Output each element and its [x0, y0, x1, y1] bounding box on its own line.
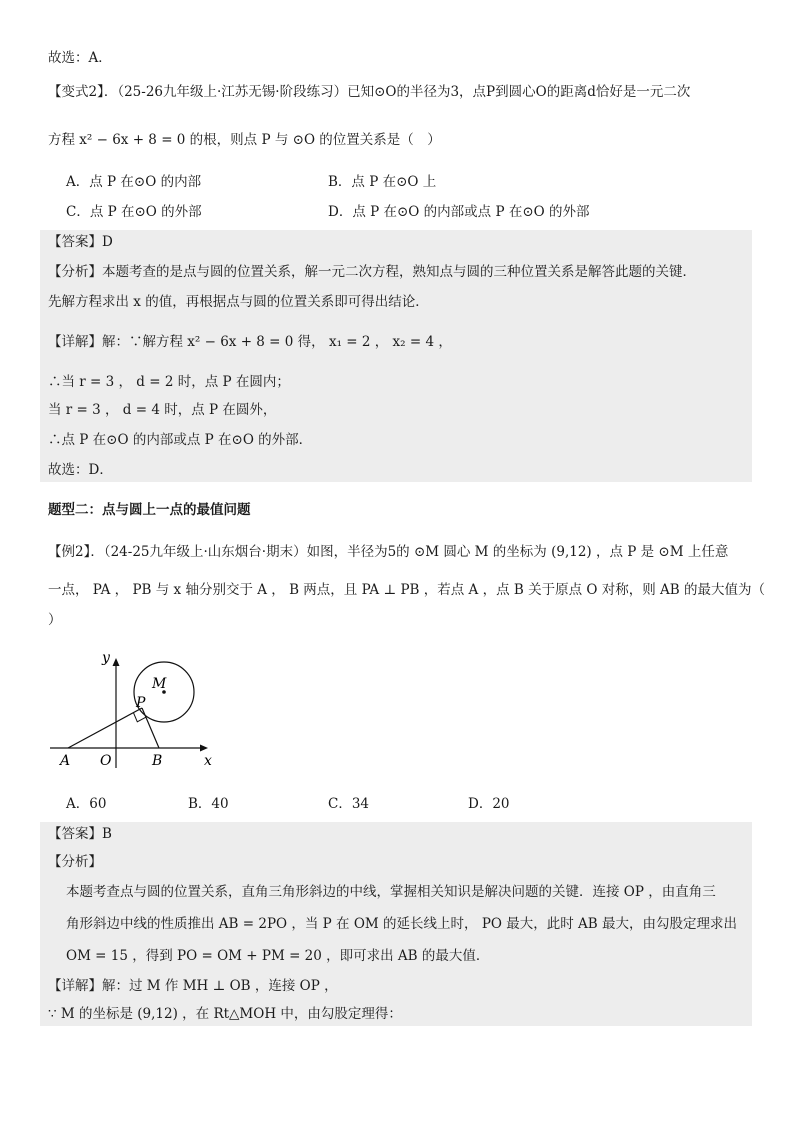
analysis-1: 【分析】本题考查的是点与圆的位置关系，解一元二次方程，熟知点与圆的三种位置关系是解答此题的关键．: [48, 264, 696, 280]
example-option-c: C．34: [328, 796, 370, 812]
prev-answer: 故选：A．: [48, 50, 112, 66]
answer-1: 【答案】D: [48, 234, 113, 250]
detail-1-c: 当 r = 3 ， d = 4 时，点 P 在圆外，: [48, 402, 277, 418]
analysis-2-label: 【分析】: [48, 854, 102, 870]
variant-2-question: 【变式2】．（25-26九年级上·江苏无锡·阶段练习）已知⊙O的半径为3，点P到圆心O的距离d恰好是一元二次: [48, 84, 691, 100]
analysis-2: 本题考查点与圆的位置关系，直角三角形斜边的中线，掌握相关知识是解决问题的关键．连接 OP ，由直角三: [66, 884, 716, 900]
example-option-a: A．60: [66, 796, 107, 812]
segment-pb: [142, 708, 159, 748]
label-p: P: [136, 695, 146, 711]
example-option-d: D．20: [468, 796, 510, 812]
option-d: D．点 P 在⊙O 的内部或点 P 在⊙O 的外部: [328, 204, 590, 220]
variant-2-question-cont: 方程 x² − 6x + 8 = 0 的根，则点 P 与 ⊙O 的位置关系是（ ）: [48, 132, 441, 148]
detail-2: 【详解】解：过 M 作 MH ⊥ OB ，连接 OP ，: [48, 978, 338, 994]
option-a: A．点 P 在⊙O 的内部: [66, 174, 202, 190]
example-2-question-cont: 一点， PA ， PB 与 x 轴分别交于 A ， B 两点，且 PA ⊥ PB ，若点 A ，点 B 关于原点 O 对称，则 AB 的最大值为（: [48, 582, 765, 598]
label-b: B: [152, 753, 163, 769]
label-a: A: [60, 753, 71, 769]
y-axis-arrow: [113, 658, 120, 666]
detail-1-b: ∴当 r = 3 ， d = 2 时，点 P 在圆内；: [48, 374, 290, 390]
label-o: O: [100, 753, 112, 769]
detail-1-e: 故选：D．: [48, 462, 113, 478]
label-m: M: [152, 676, 167, 692]
example-2-question-end: ）: [48, 612, 62, 628]
detail-2-b: ∵ M 的坐标是 (9,12) ，在 Rt△MOH 中，由勾股定理得：: [48, 1006, 402, 1022]
detail-1-d: ∴点 P 在⊙O 的内部或点 P 在⊙O 的外部．: [48, 432, 313, 448]
analysis-1-cont: 先解方程求出 x 的值，再根据点与圆的位置关系即可得出结论．: [48, 294, 429, 310]
answer-2: 【答案】B: [48, 826, 112, 842]
analysis-2-end: OM = 15 ，得到 PO = OM + PM = 20 ，即可求出 AB 的最大值．: [66, 948, 490, 964]
label-x: x: [204, 753, 212, 769]
section-title: 题型二：点与圆上一点的最值问题: [48, 502, 251, 518]
label-y: y: [102, 650, 110, 666]
example-2-question: 【例2】．（24-25九年级上·山东烟台·期末）如图，半径为5的 ⊙M 圆心 M 的坐标为 (9,12) ，点 P 是 ⊙M 上任意: [48, 544, 729, 560]
detail-1: 【详解】解：∵解方程 x² − 6x + 8 = 0 得， x₁ = 2 ， x₂ = 4 ，: [48, 334, 452, 350]
option-b: B．点 P 在⊙O 上: [328, 174, 437, 190]
x-axis-arrow: [200, 745, 208, 752]
option-c: C．点 P 在⊙O 的外部: [66, 204, 202, 220]
segment-pa: [68, 708, 142, 748]
geometry-figure: [46, 650, 236, 780]
analysis-2-cont: 角形斜边中线的性质推出 AB = 2PO ，当 P 在 OM 的延长线上时， PO 最大，此时 AB 最大，由勾股定理求出: [66, 916, 738, 932]
example-option-b: B．40: [188, 796, 229, 812]
